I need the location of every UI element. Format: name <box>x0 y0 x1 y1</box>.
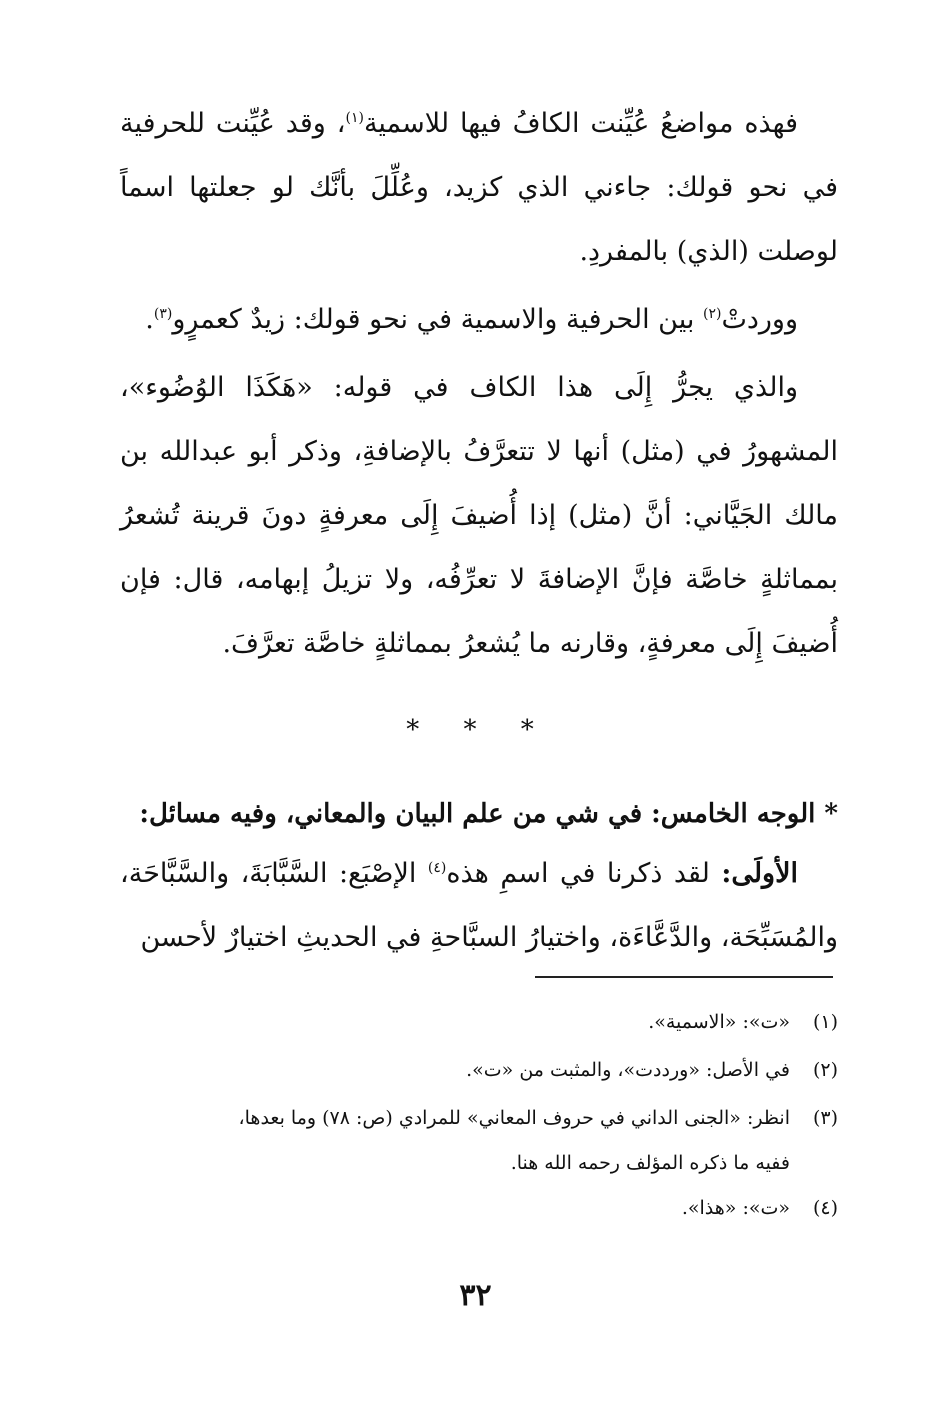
footnote-ref-3[interactable]: (٣) <box>153 306 173 322</box>
paragraph-1-continuation: ، وقد عُيِّنت للحرفية في نحو قولك: جاءني الذي كزيد، وعُلِّلَ بأنَّك لو جعلتها اسماً لوصلت (الذي) بالمفردِ. <box>120 108 838 267</box>
section-separator: * * * <box>406 715 552 745</box>
section-heading: * الوجه الخامس: في شي من علم البيان والمعاني، وفيه مسائل: <box>139 799 838 829</box>
footnote-text: «ت»: «الاسمية». <box>648 1011 790 1033</box>
footnotes <box>120 998 838 1232</box>
footnote-ref-4[interactable]: (٤) <box>427 860 447 876</box>
paragraph-1-text: فهذه مواضعُ عُيِّنت الكافُ فيها للاسمية <box>363 108 798 139</box>
footnote-3 <box>120 1094 838 1184</box>
footnote-2 <box>120 1046 838 1094</box>
section-text-b: الإصْبَع: السَّبَّابَةَ، والسَّبَّاحَة، والمُسَبِّحَة، والدَّعَّاءَة، واختيارُ السبَّاحةِ في الحديثِ اختيارٌ لأحسن <box>120 858 838 953</box>
footnote-text: انظر: «الجنى الداني في حروف المعاني» للمرادي (ص: ٧٨) وما بعدها، <box>238 1107 790 1129</box>
paragraph-2-text-a: ووردتْ <box>721 304 798 335</box>
footnote-number: (٤) <box>812 1197 838 1219</box>
footnote-number: (٣) <box>812 1107 838 1129</box>
paragraph-2 <box>120 288 838 352</box>
paragraph-2-end: . <box>145 304 154 335</box>
paragraph-1 <box>120 92 838 284</box>
footnote-ref-2[interactable]: (٢) <box>702 306 722 322</box>
footnote-ref-1[interactable]: (١) <box>345 110 364 126</box>
footnote-text: في الأصل: «ورددت»، والمثبت من «ت». <box>466 1059 790 1081</box>
section-text-a: لقد ذكرنا في اسمِ هذه <box>446 858 722 889</box>
footnote-rule <box>535 976 833 978</box>
footnote-1 <box>120 998 838 1046</box>
footnote-continuation: ففيه ما ذكره المؤلف رحمه الله هنا. <box>510 1152 790 1174</box>
paragraph-2-text-b: بين الحرفية والاسمية في نحو قولك: زيدٌ كعمرٍو <box>172 304 703 335</box>
section-paragraph <box>120 842 838 970</box>
main-text <box>120 92 838 970</box>
page-number: ٣٢ <box>459 1278 492 1313</box>
paragraph-3: والذي يجرُّ إِلَى هذا الكاف في قوله: «هَكَذَا الوُضُوء»، المشهورُ في (مثل) أنها لا تتعرَّفُ بالإضافةِ، وذكر أبو عبدالله بن مالك الجَيَّاني: أنَّ (مثل) إذا أُضيفَ إِلَى معرفةٍ دونَ قرينة تُشعرُ بمماثلةٍ خاصَّة فإنَّ الإضافةَ لا تعرِّفُه، ولا تزيلُ إبهامه، قال: فإن أُضيفَ إِلَى معرفةٍ، وقارنه ما يُشعرُ بمماثلةٍ خاصَّة تعرَّفَ. <box>120 372 838 659</box>
footnote-number: (١) <box>812 1011 838 1033</box>
footnote-4 <box>120 1184 838 1232</box>
footnote-text: «ت»: «هذا». <box>681 1197 790 1219</box>
section-lead: الأولَى: <box>721 858 798 889</box>
footnote-body <box>120 1094 790 1184</box>
footnote-number: (٢) <box>812 1059 838 1081</box>
